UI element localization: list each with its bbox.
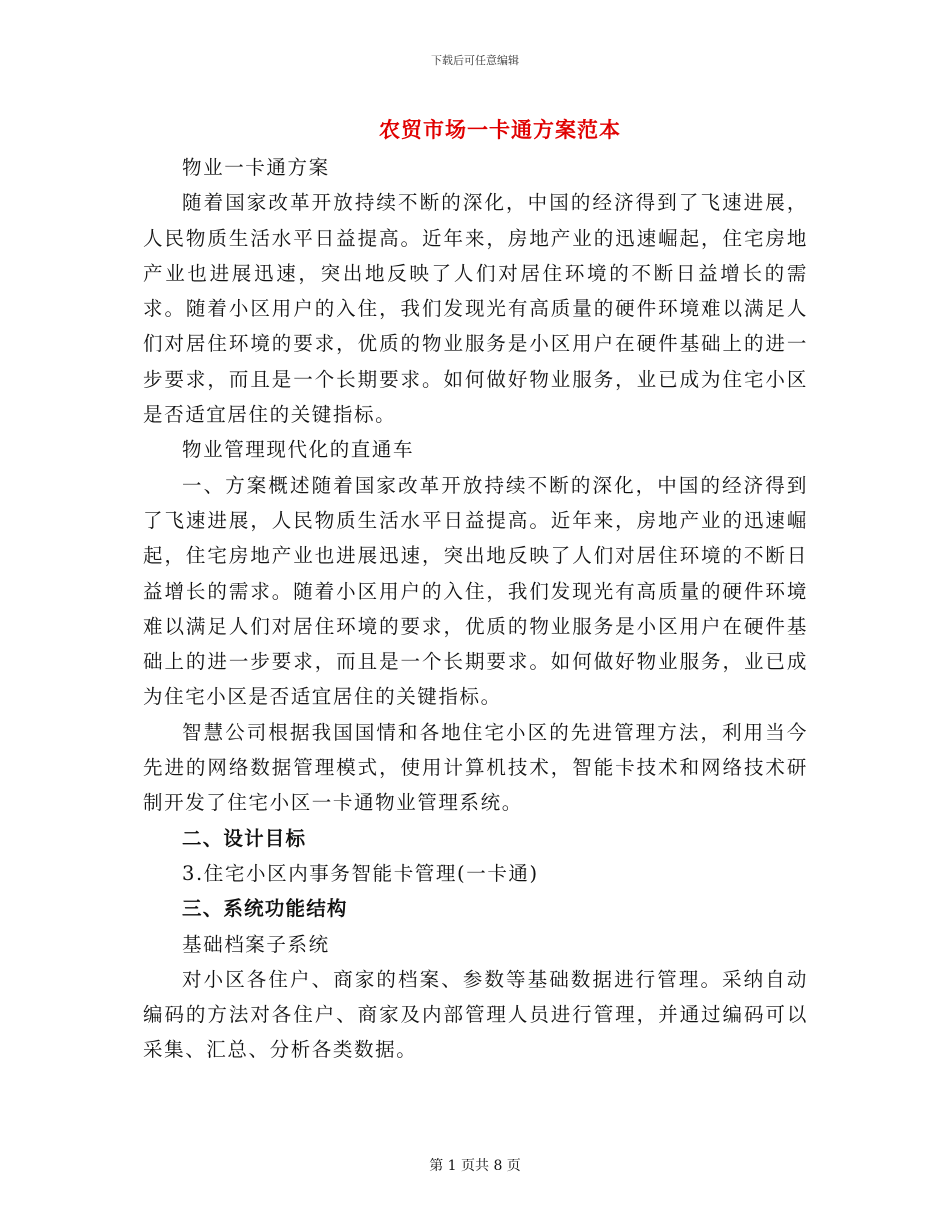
- paragraph: 基础档案子系统: [182, 932, 330, 956]
- section-heading: 三、系统功能结构: [182, 897, 348, 921]
- document-title: 农贸市场一卡通方案范本: [379, 117, 621, 142]
- paragraph: 物业管理现代化的直通车: [182, 438, 415, 462]
- paragraph: 随着国家改革开放持续不断的深化，中国的经济得到了飞速进展，人民物质生活水平日益提高。近年来，房地产业的迅速崛起，住宅房地产业也进展迅速，突出地反映了人们对居住环境的不断日益增长的需求。随着小区用户的入住，我们发现光有高质量的硬件环境难以满足人们对居住环境的要求，优质的物业服务是小区用户在硬件基础上的进一步要求，而且是一个长期要求。如何做好物业服务，业已成为住宅小区是否适宜居住的关键指标。: [143, 191, 808, 427]
- paragraph: 3.住宅小区内事务智能卡管理(一卡通): [182, 861, 539, 885]
- paragraph: 物业一卡通方案: [182, 156, 330, 179]
- section-heading: 二、设计目标: [182, 826, 307, 850]
- header-note: 下载后可任意编辑: [431, 54, 519, 67]
- paragraph: 智慧公司根据我国国情和各地住宅小区的先进管理方法，利用当今先进的网络数据管理模式，使用计算机技术，智能卡技术和网络技术研制开发了住宅小区一卡通物业管理系统。: [143, 720, 808, 815]
- document-body: [143, 150, 808, 1068]
- page-footer: 第 1 页共 8 页: [429, 1158, 521, 1174]
- paragraph: 一、方案概述随着国家改革开放持续不断的深化，中国的经济得到了飞速进展，人民物质生活水平日益提高。近年来，房地产业的迅速崛起，住宅房地产业也进展迅速，突出地反映了人们对居住环境的不断日益增长的需求。随着小区用户的入住，我们发现光有高质量的硬件环境难以满足人们对居住环境的要求，优质的物业服务是小区用户在硬件基础上的进一步要求，而且是一个长期要求。如何做好物业服务，业已成为住宅小区是否适宜居住的关键指标。: [143, 473, 808, 709]
- paragraph: 对小区各住户、商家的档案、参数等基础数据进行管理。采纳自动编码的方法对各住户、商家及内部管理人员进行管理，并通过编码可以采集、汇总、分析各类数据。: [143, 967, 808, 1062]
